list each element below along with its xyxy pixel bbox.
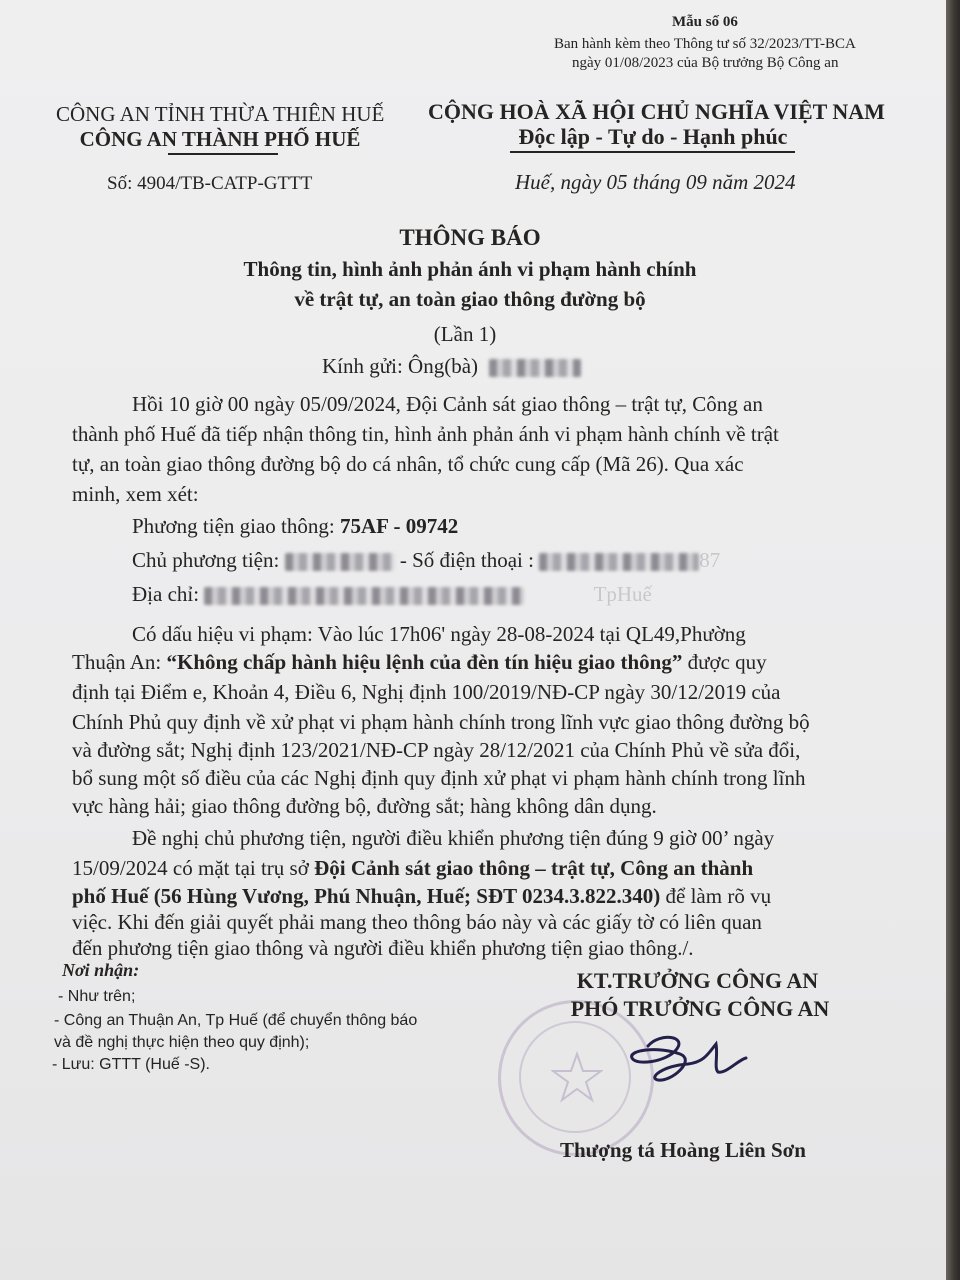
nation-name: CỘNG HOÀ XÃ HỘI CHỦ NGHĨA VIỆT NAM: [428, 99, 885, 124]
recipient-1: - Như trên;: [58, 988, 136, 1005]
request-line-1: Đề nghị chủ phương tiện, người điều khiển phương tiện đúng 9 giờ 00’ ngày: [132, 826, 775, 850]
request-line-2: [72, 853, 753, 884]
recipients-heading: Nơi nhận:: [62, 960, 140, 980]
intro-line-4: minh, xem xét:: [72, 482, 199, 506]
intro-line-2: thành phố Huế đã tiếp nhận thông tin, hình ảnh phản ánh vi phạm hành chính về trật: [72, 422, 779, 446]
violation-line-2: [72, 647, 767, 678]
addressee-label: Kính gửi: Ông(bà): [322, 354, 479, 378]
violation-description: “Không chấp hành hiệu lệnh của đèn tín hiệu giao thông”: [166, 650, 683, 674]
violation-line-4: Chính Phủ quy định về xử phạt vi phạm hành chính trong lĩnh vực giao thông đường bộ: [72, 710, 810, 734]
redacted-phone: [539, 553, 699, 571]
seal-star-icon: [551, 1051, 603, 1103]
redacted-address: [204, 587, 524, 605]
request-l3-post: để làm rõ vụ: [660, 884, 772, 908]
agency-parent: CÔNG AN TỈNH THỪA THIÊN HUẾ: [56, 102, 385, 126]
request-line-4: việc. Khi đến giải quyết phải mang theo thông báo này và các giấy tờ có liên quan: [72, 910, 762, 934]
violation-l2-post: được quy: [682, 650, 767, 674]
request-l2-pre: 15/09/2024 có mặt tại trụ sở: [72, 856, 315, 880]
signature-title-2: PHÓ TRƯỞNG CÔNG AN: [570, 996, 830, 1021]
addressee-line: [322, 354, 581, 379]
recipient-3: - Lưu: GTTT (Huế -S).: [52, 1056, 210, 1073]
request-office-address: phố Huế (56 Hùng Vương, Phú Nhuận, Huế; SĐT 0234.3.822.340): [72, 884, 661, 908]
owner-label: Chủ phương tiện:: [132, 548, 285, 572]
page-edge-shadow: [946, 0, 960, 1280]
form-number: Mẫu số 06: [672, 14, 738, 30]
form-issued-line2: ngày 01/08/2023 của Bộ trưởng Bộ Công an: [572, 55, 839, 71]
recipient-2a: - Công an Thuận An, Tp Huế (để chuyển thông báo: [54, 1012, 418, 1029]
phone-label: - Số điện thoại :: [394, 548, 540, 572]
notice-round: (Lần 1): [433, 322, 497, 346]
vehicle-label: Phương tiện giao thông:: [132, 514, 340, 538]
violation-line-5: và đường sắt; Nghị định 123/2021/NĐ-CP ngày 28/12/2021 của Chính Phủ về sửa đổi,: [72, 738, 801, 762]
redacted-owner: [285, 553, 395, 571]
document-number: Số: 4904/TB-CATP-GTTT: [107, 173, 313, 194]
address-line: [132, 579, 652, 610]
agency-unit: CÔNG AN THÀNH PHỐ HUẾ: [79, 127, 361, 151]
request-line-5: đến phương tiện giao thông và người điều khiển phương tiện giao thông./.: [72, 936, 694, 960]
violation-line-7: vực hàng hải; giao thông đường bộ, đường sắt; hàng không dân dụng.: [72, 794, 657, 818]
violation-location-tail: Thuận An:: [72, 650, 167, 674]
address-label: Địa chỉ:: [132, 582, 205, 606]
violation-line-6: bổ sung một số điều của các Nghị định quy định xử phạt vi phạm hành chính trong lĩnh: [72, 766, 806, 790]
request-office-name: Đội Cảnh sát giao thông – trật tự, Công an thành: [314, 856, 754, 880]
handwritten-signature: [618, 1024, 768, 1094]
signature-title-1: KT.TRƯỞNG CÔNG AN: [576, 968, 819, 993]
violation-line-3: định tại Điểm e, Khoản 4, Điều 6, Nghị định 100/2019/NĐ-CP ngày 30/12/2019 của: [72, 680, 781, 704]
agency-underline: [168, 153, 278, 155]
vehicle-plate: 75AF - 09742: [339, 514, 459, 538]
nation-motto: Độc lập - Tự do - Hạnh phúc: [518, 124, 788, 149]
vehicle-line: [132, 511, 458, 542]
redacted-name: [489, 359, 581, 377]
notice-subtitle-1: Thông tin, hình ảnh phản ánh vi phạm hành chính: [243, 257, 697, 281]
motto-underline: [510, 151, 795, 153]
place-date: Huế, ngày 05 tháng 09 năm 2024: [515, 170, 796, 194]
form-issued-line1: Ban hành kèm theo Thông tư số 32/2023/TT-BCA: [554, 36, 856, 52]
violation-line-1: Có dấu hiệu vi phạm: Vào lúc 17h06' ngày 28-08-2024 tại QL49,Phường: [132, 622, 746, 646]
notice-title: THÔNG BÁO: [399, 225, 541, 250]
recipient-2b: và đề nghị thực hiện theo quy định);: [54, 1034, 310, 1051]
signer-name: Thượng tá Hoàng Liên Sơn: [560, 1138, 806, 1162]
address-bleed-text: TpHuế: [593, 582, 652, 606]
intro-line-3: tự, an toàn giao thông đường bộ do cá nhân, tổ chức cung cấp (Mã 26). Qua xác: [72, 452, 744, 476]
phone-bleed-text: 87: [699, 548, 721, 572]
owner-line: [132, 545, 720, 576]
intro-line-1: Hồi 10 giờ 00 ngày 05/09/2024, Đội Cảnh sát giao thông – trật tự, Công an: [132, 392, 763, 416]
notice-subtitle-2: về trật tự, an toàn giao thông đường bộ: [294, 287, 646, 311]
